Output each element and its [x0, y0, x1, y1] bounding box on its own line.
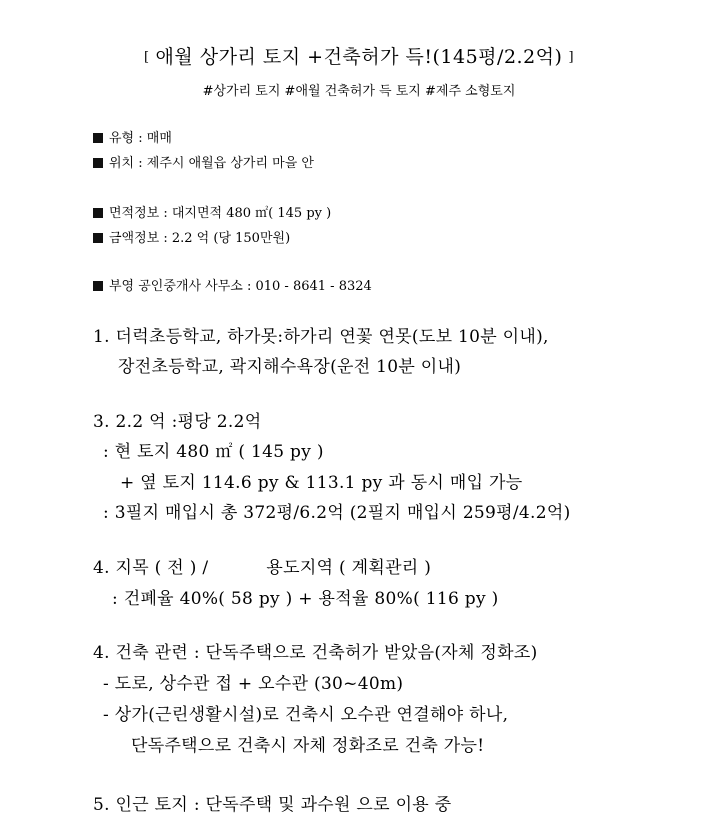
info-location-text: 위치 : 제주시 애월읍 상가리 마을 안: [109, 156, 314, 171]
info-type-text: 유형 : 매매: [109, 131, 172, 146]
square-bullet-icon: [93, 208, 103, 218]
section1-line2: 장전초등학교, 곽지해수욕장(운전 10분 이내): [118, 357, 462, 377]
section4b-line1: 4. 건축 관련 : 단독주택으로 건축허가 받았음(자체 정화조): [93, 643, 538, 663]
square-bullet-icon: [93, 233, 103, 243]
section4b-line3: - 상가(근린생활시설)로 건축시 오수관 연결해야 하나,: [103, 705, 509, 725]
square-bullet-icon: [93, 158, 103, 168]
info-location: [93, 152, 314, 171]
section4b-line2: - 도로, 상수관 접 + 오수관 (30~40m): [103, 674, 404, 694]
info-agency: [93, 275, 372, 294]
section4a-line2: : 건폐율 40%( 58 py ) + 용적율 80%( 116 py ): [112, 589, 499, 609]
section5-line1: 5. 인근 토지 : 단독주택 및 과수원 으로 이용 중: [93, 795, 452, 815]
square-bullet-icon: [93, 133, 103, 143]
title-bracket-close: ]: [568, 50, 575, 65]
land-category: 4. 지목 ( 전 ) /: [93, 558, 209, 578]
section3-line1: 3. 2.2 억 :평당 2.2억: [93, 412, 262, 432]
hashtags: #상가리 토지 #애월 건축허가 득 토지 #제주 소형토지: [202, 84, 516, 99]
page-title: [0, 42, 718, 69]
section4b-line4: 단독주택으로 건축시 자체 정화조로 건축 가능!: [131, 736, 485, 756]
info-agency-text: 부영 공인중개사 사무소 : 010 - 8641 - 8324: [109, 279, 372, 294]
info-area: [93, 202, 331, 221]
zoning-area: 용도지역 ( 계획관리 ): [266, 558, 432, 578]
info-area-text: 면적정보 : 대지면적 480 ㎡( 145 py ): [109, 206, 332, 221]
section4a-line1: [93, 553, 431, 578]
section3-line3: + 옆 토지 114.6 py & 113.1 py 과 동시 매입 가능: [120, 473, 523, 493]
section1-line1: 1. 더럭초등학교, 하가못:하가리 연꽃 연못(도보 10분 이내),: [93, 327, 549, 347]
section3-line2: : 현 토지 480 ㎡ ( 145 py ): [103, 442, 324, 462]
section3-line4: : 3필지 매입시 총 372평/6.2억 (2필지 매입시 259평/4.2억): [103, 503, 571, 523]
title-text: 애월 상가리 토지 +건축허가 득!(145평/2.2억): [155, 46, 563, 68]
info-type: [93, 127, 172, 146]
info-price: [93, 227, 290, 246]
square-bullet-icon: [93, 281, 103, 291]
info-price-text: 금액정보 : 2.2 억 (당 150만원): [109, 231, 291, 246]
title-bracket-open: [: [143, 50, 150, 65]
